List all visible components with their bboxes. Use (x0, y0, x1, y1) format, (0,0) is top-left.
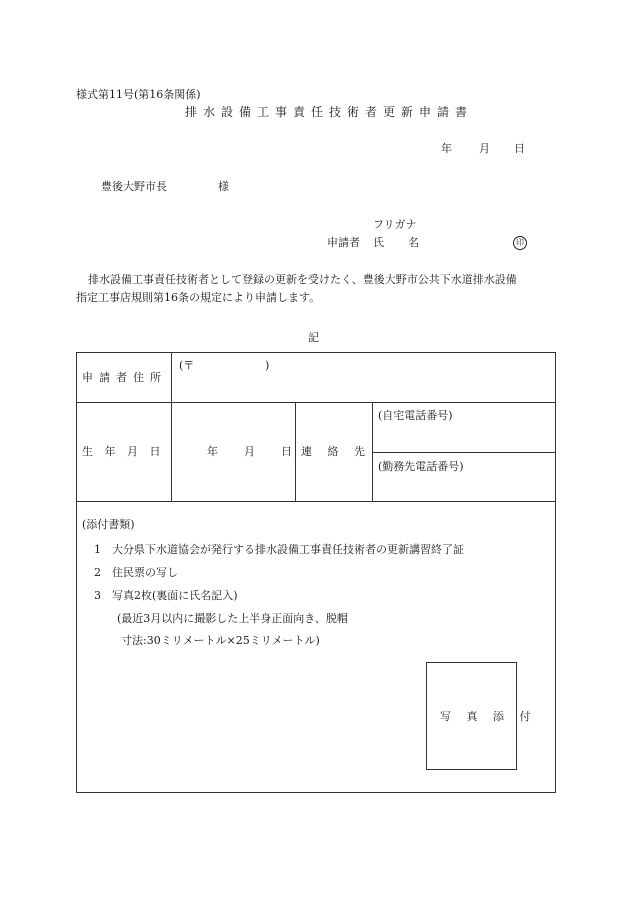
name-label-2: 名 (408, 236, 419, 249)
table-row-divider-2 (76, 501, 556, 502)
attachment-1-number: 1 (94, 543, 101, 556)
postal-prefix: (〒 (179, 359, 195, 372)
body-line-2: 指定工事店規則第16条の規定により申請します。 (76, 291, 321, 304)
work-phone-label: (勤務先電話番号) (378, 460, 464, 473)
table-label-divider (171, 352, 172, 502)
table-row-divider-1 (76, 402, 556, 403)
seal-mark: 印 (513, 236, 527, 250)
date-day: 日 (514, 142, 525, 155)
table-border-bottom (76, 792, 556, 793)
table-phone-divider (372, 452, 556, 453)
birth-month: 月 (244, 445, 255, 458)
furigana-label: フリガナ (373, 218, 417, 231)
contact-label: 連 絡 先 (301, 445, 365, 458)
table-border-top (76, 352, 556, 353)
photo-note-2: 寸法:30ミリメートル×25ミリメートル) (121, 634, 320, 647)
attachments-heading: (添付書類) (82, 518, 135, 531)
address-label: 申請者住所 (82, 371, 167, 384)
table-contact-divider-1 (295, 402, 296, 502)
table-border-right (555, 352, 556, 793)
addressee-honorific: 様 (218, 180, 229, 193)
photo-box-label: 写 真 添 付 (440, 710, 537, 723)
addressee-name: 豊後大野市長 (101, 180, 167, 193)
attachment-2-number: 2 (94, 566, 101, 579)
birth-date-label: 生 年 月 日 (82, 445, 161, 458)
postal-suffix: ) (265, 359, 270, 372)
ki-label: 記 (308, 331, 319, 344)
attachment-2-text: 住民票の写し (112, 566, 178, 579)
date-year: 年 (441, 142, 452, 155)
attachment-3-text: 写真2枚(裏面に氏名記入) (112, 589, 238, 602)
birth-year: 年 (207, 445, 218, 458)
table-border-left (76, 352, 77, 793)
attachment-3-number: 3 (94, 589, 101, 602)
name-label-1: 氏 (373, 236, 384, 249)
attachment-1-text: 大分県下水道協会が発行する排水設備工事責任技術者の更新講習終了証 (112, 543, 464, 556)
body-line-1: 排水設備工事責任技術者として登録の更新を受けたく、豊後大野市公共下水道排水設備 (88, 273, 517, 286)
photo-note-1: (最近3月以内に撮影した上半身正面向き、脱帽 (117, 612, 348, 625)
applicant-label: 申請者 (327, 236, 360, 249)
date-month: 月 (479, 142, 490, 155)
home-phone-label: (自宅電話番号) (378, 409, 453, 422)
birth-day: 日 (281, 445, 292, 458)
document-title: 排水設備工事責任技術者更新申請書 (185, 105, 474, 119)
form-number: 様式第11号(第16条関係) (76, 88, 201, 101)
